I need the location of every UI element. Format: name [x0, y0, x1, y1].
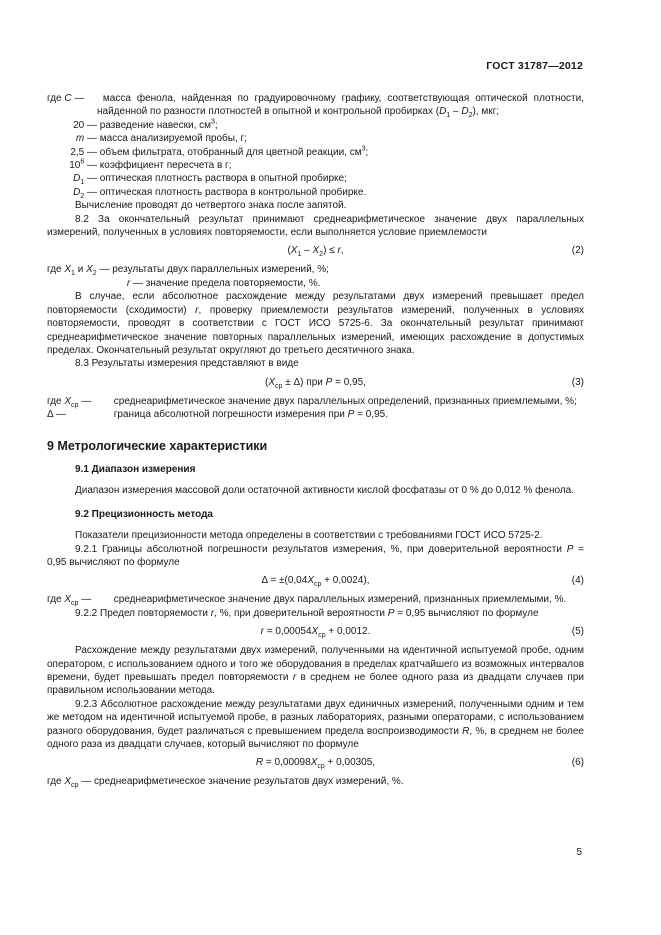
definition-symbol: где $X_{ср}$ — — [47, 395, 92, 409]
paragraph-9-2-3: 9.2.3 Абсолютное расхождение между результатами двух единичных измерений, полученными одним и тем же методом на идентичной испытуемой пробе, в разных лабораториях, разными операторами, с использованием разного оборудования, будет различаться с превышением предела воспроизводимости R, %, в среднем не более одного раза из двадцати случаев, который вычисляют по формуле — [47, 698, 584, 751]
definition-symbol: Δ — — [47, 409, 66, 421]
definition-symbol: где C — — [47, 93, 85, 104]
paragraph-8-3: 8.3 Результаты измерения представляют в виде — [75, 358, 299, 370]
paragraph: Вычисление проводят до четвертого знака после запятой. — [75, 200, 347, 212]
definition-row — [47, 775, 584, 788]
definition-text: оптическая плотность раствора в опытной пробирке; — [97, 173, 347, 185]
formula-5 — [47, 625, 584, 639]
paragraph-9-1: Диапазон измерения массовой доли остаточной активности кислой фосфатазы от 0 % до 0,012 % фенола. — [75, 485, 575, 497]
definitions-list-4 — [47, 593, 584, 606]
definition-text: граница абсолютной погрешности измерения при P = 0,95. — [111, 409, 388, 421]
definition-text: коэффициент пересчета в г; — [97, 160, 232, 172]
paragraph-9-2: Показатели прецизионности метода определены в соответствии с требованиями ГОСТ ИСО 5725-2. — [75, 530, 543, 542]
document-body — [47, 92, 584, 789]
definition-text: объем фильтрата, отобранный для цветной реакции, $см^3$; — [97, 145, 369, 158]
formula-text: $r = 0,00054X_{ср} + 0,0012$. — [260, 626, 371, 640]
paragraph-9-2-1: 9.2.1 Границы абсолютной погрешности результатов измерения, %, при доверительной вероятности P = 0,95 вычисляют по формуле — [47, 543, 584, 568]
definition-text: масса фенола, найденная по градуировочному графику, соответствующая оптической плотности, найденной по разности плотностей в опытной и контрольной пробирках $(D_1 - D_2)$, мкг; — [97, 93, 584, 120]
definition-symbol: $10^6$ — — [69, 158, 97, 172]
definition-row — [47, 92, 584, 119]
definition-text: разведение навески, $см^3$; — [97, 118, 218, 131]
formula-text: $\Delta = \pm(0,04X_{ср} + 0,0024)$, — [261, 575, 370, 589]
formula-text: $(X_{ср} \pm \Delta)$ при P = 0,95, — [265, 376, 366, 390]
definition-symbol: 20 — — [73, 119, 97, 131]
subsection-heading-9-1: 9.1 Диапазон измерения — [75, 463, 196, 475]
subsection-heading-9-2: 9.2 Прецизионность метода — [75, 508, 213, 520]
formula-text: $R = 0,00098X_{ср} + 0,00305$, — [255, 757, 376, 771]
definition-row — [47, 132, 584, 145]
definition-text: среднеарифметическое значение результатов двух измерений, %. — [91, 776, 404, 788]
definition-row — [47, 119, 584, 132]
definition-row — [47, 146, 584, 159]
definition-text: среднеарифметическое значение двух параллельных определений, признанных приемлемыми, %; — [111, 395, 577, 407]
definition-row — [47, 263, 584, 276]
formula-6 — [47, 756, 584, 770]
definition-row — [47, 172, 584, 185]
equation-number: (4) — [571, 575, 584, 587]
definition-text: среднеарифметическое значение двух параллельных измерений, признанных приемлемыми, %. — [111, 594, 567, 606]
section-heading-9: 9 Метрологические характеристики — [47, 438, 268, 453]
definition-row — [47, 277, 584, 290]
document-header: ГОСТ 31787—2012 — [486, 60, 583, 72]
definition-text: результаты двух параллельных измерений, %; — [109, 264, 329, 276]
formula-4 — [47, 574, 584, 588]
definition-text: значение предела повторяемости, %. — [143, 277, 321, 289]
definition-row — [47, 395, 584, 408]
paragraph-8-2: 8.2 За окончательный результат принимают среднеарифметическое значение двух параллельных измерений, полученных в условиях повторяемости, если выполняется условие приемлемости — [47, 213, 584, 239]
definitions-list-1 — [47, 92, 584, 199]
definition-symbol: где $X_1$ и $X_2$ — — [47, 264, 110, 278]
definition-row — [47, 593, 584, 606]
formula-3 — [47, 376, 584, 390]
definition-symbol: $D_2$ — — [73, 186, 97, 200]
definitions-list-3 — [47, 395, 584, 422]
definition-row — [47, 159, 584, 172]
equation-number: (6) — [571, 757, 584, 769]
equation-number: (3) — [571, 376, 584, 388]
definition-symbol: где $X_{ср}$ — — [47, 776, 92, 790]
definitions-list-6 — [47, 775, 584, 788]
paragraph-9-2-2: 9.2.2 Предел повторяемости r, %, при доверительной вероятности P = 0,95 вычисляют по формуле — [75, 607, 539, 619]
definition-symbol: 2,5 — — [70, 146, 97, 158]
definition-symbol: $D_1$ — — [73, 173, 97, 187]
definition-symbol: где $X_{ср}$ — — [47, 594, 92, 608]
formula-text: $(X_1 - X_2) \le r$, — [287, 245, 344, 259]
equation-number: (2) — [571, 245, 584, 257]
definition-text: масса анализируемой пробы, г; — [97, 133, 247, 145]
definition-text: оптическая плотность раствора в контрольной пробирке. — [97, 186, 367, 198]
definition-symbol: m — — [75, 133, 97, 145]
definition-symbol: r — — [126, 277, 143, 289]
definition-row — [47, 408, 584, 421]
definition-row — [47, 186, 584, 199]
formula-2 — [47, 244, 584, 258]
definitions-list-2 — [47, 263, 584, 290]
paragraph: В случае, если абсолютное расхождение между результатами двух измерений превышает предел повторяемости (сходимости) r, проверку приемлемости результатов измерений, полученных в условиях повторяемости, проводят в соответствии с ГОСТ ИСО 5725-6. За окончательный результат принимают среднеарифметическое значение повторных параллельных измерений, имеющих расхождение в допустимых пределах. Окончательный результат округляют до третьего десятичного знака. — [47, 291, 584, 356]
equation-number: (5) — [571, 626, 584, 638]
paragraph: Расхождение между результатами двух измерений, полученными на идентичной испытуемой пробе, одним оператором, с использованием одного и того же оборудования в пределах кратчайшего из возможных интервалов времени, будет превышать предел повторяемости r в среднем не более одного раза из двадцати случаев при правильном использовании метода. — [47, 645, 584, 697]
page-number: 5 — [576, 847, 582, 858]
